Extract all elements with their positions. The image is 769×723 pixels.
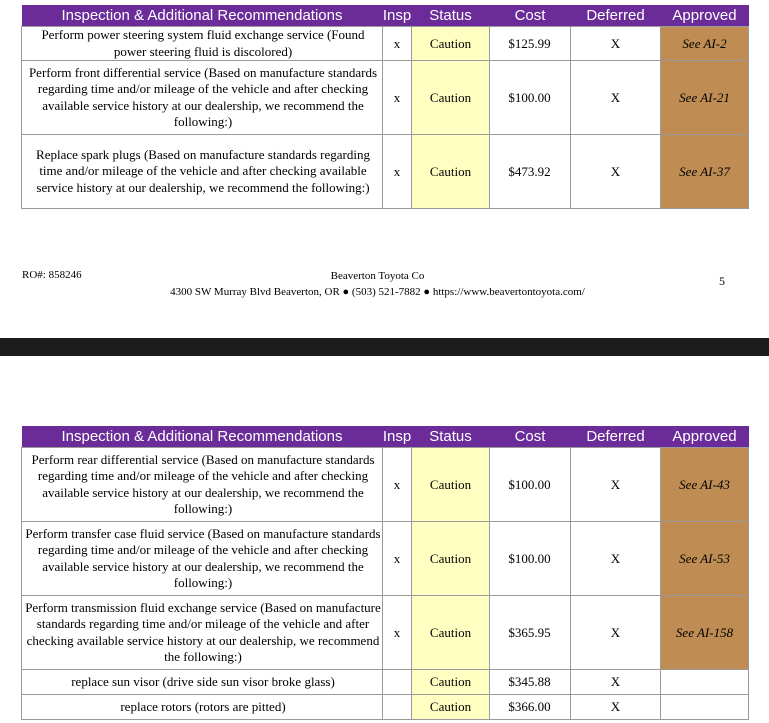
table-row	[22, 596, 749, 670]
table-row	[22, 61, 749, 135]
dealer-name: Beaverton Toyota Co	[330, 270, 425, 282]
row-deferred: X	[571, 61, 661, 135]
row-cost: $365.95	[490, 596, 571, 670]
row-approved: See AI-21	[661, 61, 749, 135]
row-cost: $100.00	[490, 522, 571, 596]
header-deferred: Deferred	[571, 5, 661, 27]
header-approved: Approved	[661, 5, 749, 27]
header-insp: Insp	[383, 5, 412, 27]
row-cost: $100.00	[490, 448, 571, 522]
header-cost: Cost	[490, 426, 571, 448]
header-status: Status	[412, 426, 490, 448]
row-insp	[383, 695, 412, 720]
table-row	[22, 670, 749, 695]
row-approved	[661, 695, 749, 720]
row-status: Caution	[412, 522, 490, 596]
dealer-address: 4300 SW Murray Blvd Beaverton, OR ● (503) 521-7882 ● https://www.beavertontoyota.com/	[170, 286, 585, 298]
document-page-6	[0, 356, 769, 723]
row-deferred: X	[571, 522, 661, 596]
row-approved	[661, 670, 749, 695]
row-deferred: X	[571, 448, 661, 522]
row-cost: $125.99	[490, 27, 571, 61]
page-separator	[0, 338, 769, 356]
row-status: Caution	[412, 27, 490, 61]
document-page-5	[0, 0, 769, 338]
recommendations-table	[21, 426, 749, 720]
table-header-row	[22, 5, 749, 27]
row-description: Perform transmission fluid exchange service (Based on manufacture standards regarding time and/or mileage of the vehicle and after checking available service history at our dealership, we recommend the following:)	[22, 596, 383, 670]
row-insp: x	[383, 448, 412, 522]
row-description: Replace spark plugs (Based on manufacture standards regarding time and/or mileage of the vehicle and after checking available service history at our dealership, we recommend the following:)	[22, 135, 383, 209]
header-item: Inspection & Additional Recommendations	[22, 5, 383, 27]
row-description: replace rotors (rotors are pitted)	[22, 695, 383, 720]
table-row	[22, 522, 749, 596]
header-insp: Insp	[383, 426, 412, 448]
row-insp: x	[383, 61, 412, 135]
row-status: Caution	[412, 670, 490, 695]
row-deferred: X	[571, 135, 661, 209]
row-cost: $345.88	[490, 670, 571, 695]
row-insp	[383, 670, 412, 695]
header-approved: Approved	[661, 426, 749, 448]
row-insp: x	[383, 135, 412, 209]
row-description: replace sun visor (drive side sun visor broke glass)	[22, 670, 383, 695]
row-cost: $366.00	[490, 695, 571, 720]
repair-order-number: RO#: 858246	[22, 269, 82, 281]
row-approved: See AI-2	[661, 27, 749, 61]
header-status: Status	[412, 5, 490, 27]
table-row	[22, 27, 749, 61]
row-deferred: X	[571, 27, 661, 61]
table-row	[22, 135, 749, 209]
row-insp: x	[383, 522, 412, 596]
row-description: Perform front differential service (Based on manufacture standards regarding time and/or mileage of the vehicle and after checking available service history at our dealership, we recommend the following:)	[22, 61, 383, 135]
table-row	[22, 448, 749, 522]
header-cost: Cost	[490, 5, 571, 27]
row-approved: See AI-158	[661, 596, 749, 670]
recommendations-table	[21, 5, 749, 209]
header-deferred: Deferred	[571, 426, 661, 448]
row-status: Caution	[412, 596, 490, 670]
row-deferred: X	[571, 670, 661, 695]
row-status: Caution	[412, 61, 490, 135]
table-row	[22, 695, 749, 720]
row-approved: See AI-37	[661, 135, 749, 209]
row-status: Caution	[412, 695, 490, 720]
row-approved: See AI-43	[661, 448, 749, 522]
row-deferred: X	[571, 596, 661, 670]
row-approved: See AI-53	[661, 522, 749, 596]
row-cost: $473.92	[490, 135, 571, 209]
row-insp: x	[383, 27, 412, 61]
row-insp: x	[383, 596, 412, 670]
row-cost: $100.00	[490, 61, 571, 135]
row-status: Caution	[412, 448, 490, 522]
row-deferred: X	[571, 695, 661, 720]
row-description: Perform transfer case fluid service (Based on manufacture standards regarding time and/or mileage of the vehicle and after checking available service history at our dealership, we recommend the following:)	[22, 522, 383, 596]
page-number: 5	[719, 274, 725, 288]
row-description: Perform power steering system fluid exchange service (Found power steering fluid is discolored)	[22, 27, 383, 61]
row-description: Perform rear differential service (Based on manufacture standards regarding time and/or mileage of the vehicle and after checking available service history at our dealership, we recommend the following:)	[22, 448, 383, 522]
row-status: Caution	[412, 135, 490, 209]
header-item: Inspection & Additional Recommendations	[22, 426, 383, 448]
table-header-row	[22, 426, 749, 448]
